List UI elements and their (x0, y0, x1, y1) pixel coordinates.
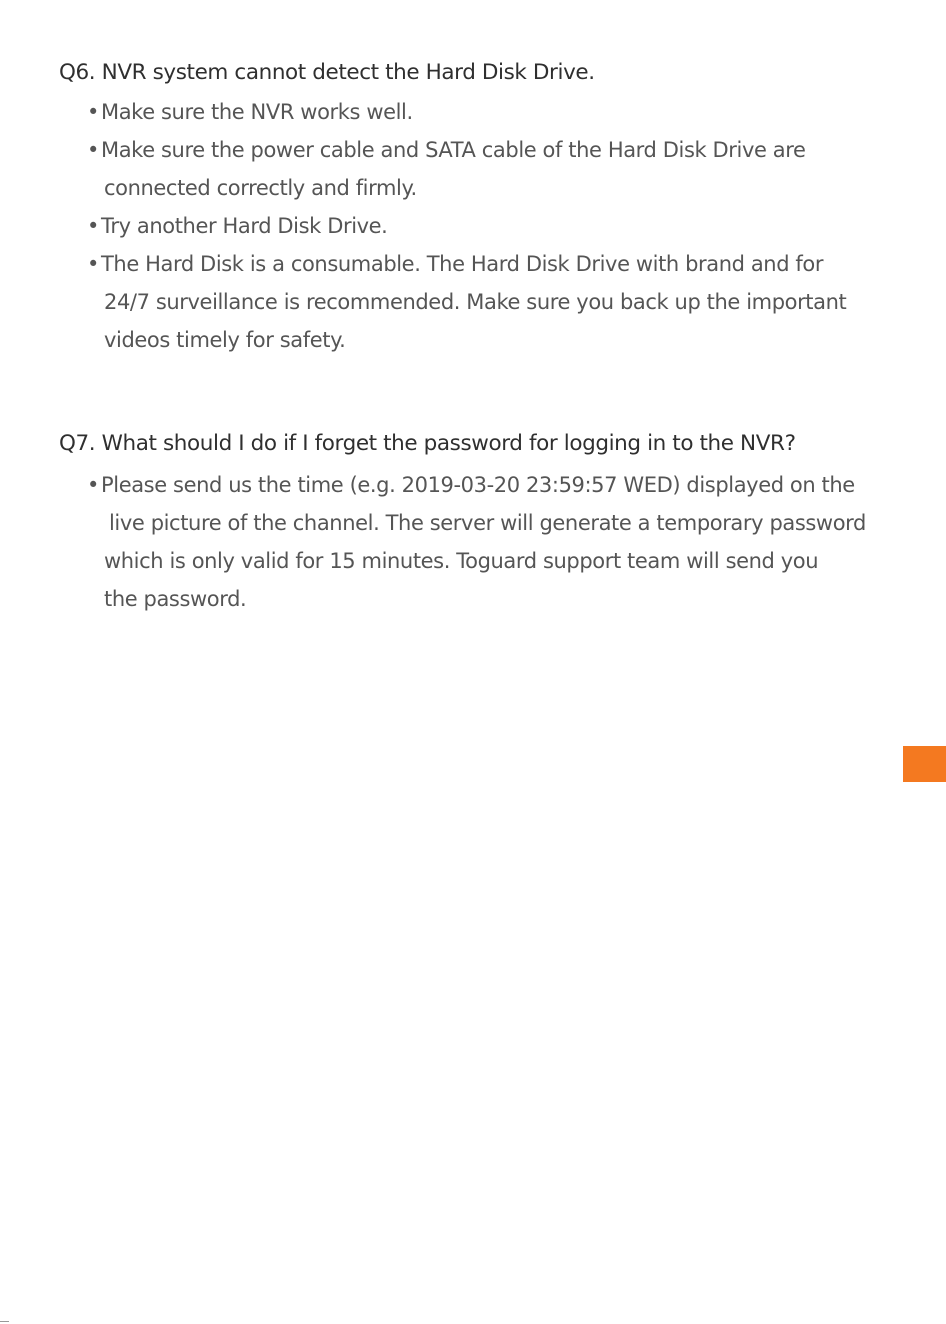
answer-q6-line-4-cont-2: videos timely for safety. (104, 328, 346, 352)
bullet-icon: • (87, 138, 100, 162)
bullet-icon: • (87, 252, 100, 276)
answer-q6-line-1: Make sure the NVR works well. (101, 100, 413, 124)
question-q6-heading: Q6. NVR system cannot detect the Hard Disk Drive. (59, 60, 595, 85)
answer-q6-line-2-cont: connected correctly and firmly. (104, 176, 417, 200)
page-edge-tab (903, 746, 946, 782)
answer-q6-line-4: The Hard Disk is a consumable. The Hard Disk Drive with brand and for (101, 252, 824, 276)
question-q7-heading: Q7. What should I do if I forget the password for logging in to the NVR? (59, 431, 796, 456)
answer-q7-line-1-cont-1: live picture of the channel. The server will generate a temporary password (109, 511, 866, 535)
crop-mark (0, 1321, 9, 1322)
answer-q7-line-1: Please send us the time (e.g. 2019-03-20 23:59:57 WED) displayed on the (101, 473, 855, 497)
answer-q7-line-1-cont-3: the password. (104, 587, 247, 611)
bullet-icon: • (87, 100, 100, 124)
answer-q7-line-1-cont-2: which is only valid for 15 minutes. Toguard support team will send you (104, 549, 819, 573)
answer-q6-line-2: Make sure the power cable and SATA cable of the Hard Disk Drive are (101, 138, 806, 162)
bullet-icon: • (87, 473, 100, 497)
answer-q6-line-3: Try another Hard Disk Drive. (101, 214, 388, 238)
answer-q6-line-4-cont-1: 24/7 surveillance is recommended. Make sure you back up the important (104, 290, 847, 314)
bullet-icon: • (87, 214, 100, 238)
